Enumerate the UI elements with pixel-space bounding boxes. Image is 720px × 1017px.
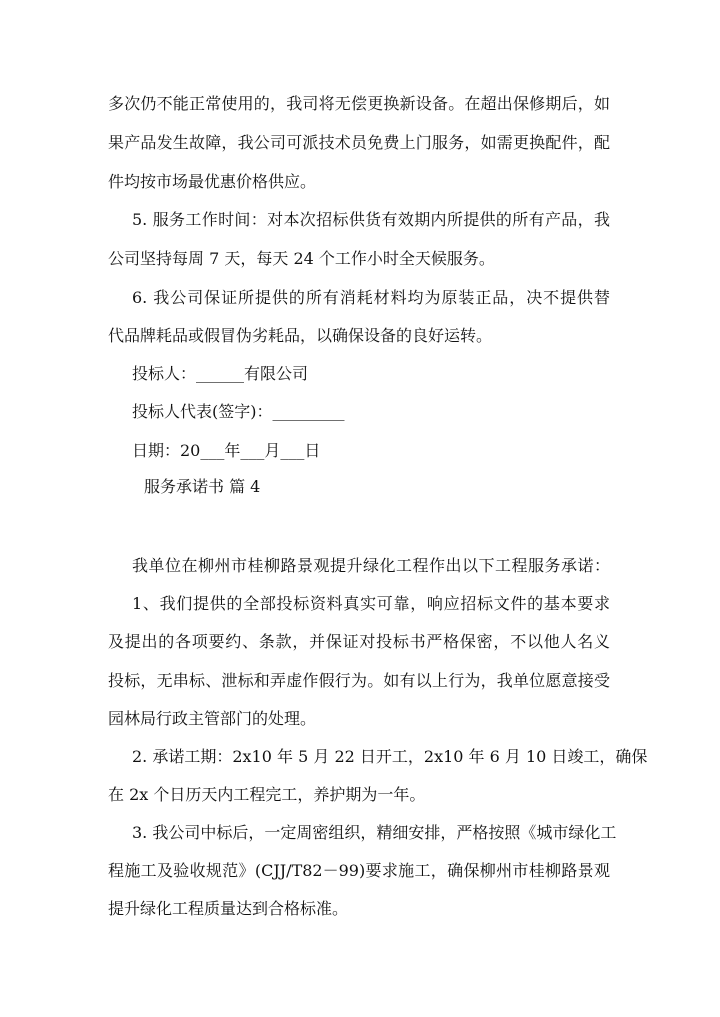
paragraph-line: 多次仍不能正常使用的，我司将无偿更换新设备。在超出保修期后，如	[108, 94, 610, 113]
paragraph-line: 园林局行政主管部门的处理。	[108, 709, 317, 728]
representative-line: 投标人代表(签字)：_________	[132, 402, 345, 421]
paragraph-line: 及提出的各项要约、条款，并保证对投标书严格保密，不以他人名义	[108, 632, 610, 651]
paragraph-line: 提升绿化工程质量达到合格标准。	[108, 899, 349, 918]
paragraph-line: 程施工及验收规范》(CJJ/T82－99)要求施工，确保柳州市桂柳路景观	[108, 861, 610, 880]
paragraph-line: 3. 我公司中标后，一定周密组织，精细安排，严格按照《城市绿化工	[132, 823, 617, 842]
paragraph-line: 代品牌耗品或假冒伪劣耗品，以确保设备的良好运转。	[108, 326, 493, 345]
date-line: 日期：20___年___月___日	[132, 441, 321, 460]
paragraph-line: 果产品发生故障，我公司可派技术员免费上门服务，如需更换配件，配	[108, 133, 610, 152]
paragraph-line: 6. 我公司保证所提供的所有消耗材料均为原装正品，决不提供替	[132, 288, 610, 307]
paragraph-line: 件均按市场最优惠价格供应。	[108, 172, 317, 191]
paragraph-line: 在 2x 个日历天内工程完工，养护期为一年。	[108, 785, 426, 804]
bidder-line: 投标人：______有限公司	[132, 364, 309, 383]
paragraph-line: 我单位在柳州市桂柳路景观提升绿化工程作出以下工程服务承诺：	[132, 556, 610, 575]
section-heading: 服务承诺书 篇 4	[144, 477, 261, 496]
paragraph-line: 1、我们提供的全部投标资料真实可靠，响应招标文件的基本要求	[132, 594, 610, 613]
paragraph-line: 投标，无串标、泄标和弄虚作假行为。如有以上行为，我单位愿意接受	[108, 671, 610, 690]
paragraph-line: 5. 服务工作时间：对本次招标供货有效期内所提供的所有产品，我	[132, 210, 610, 229]
paragraph-line: 2. 承诺工期：2x10 年 5 月 22 日开工，2x10 年 6 月 10 日竣工，确保	[132, 747, 648, 766]
paragraph-line: 公司坚持每周 7 天，每天 24 个工作小时全天候服务。	[108, 249, 495, 268]
